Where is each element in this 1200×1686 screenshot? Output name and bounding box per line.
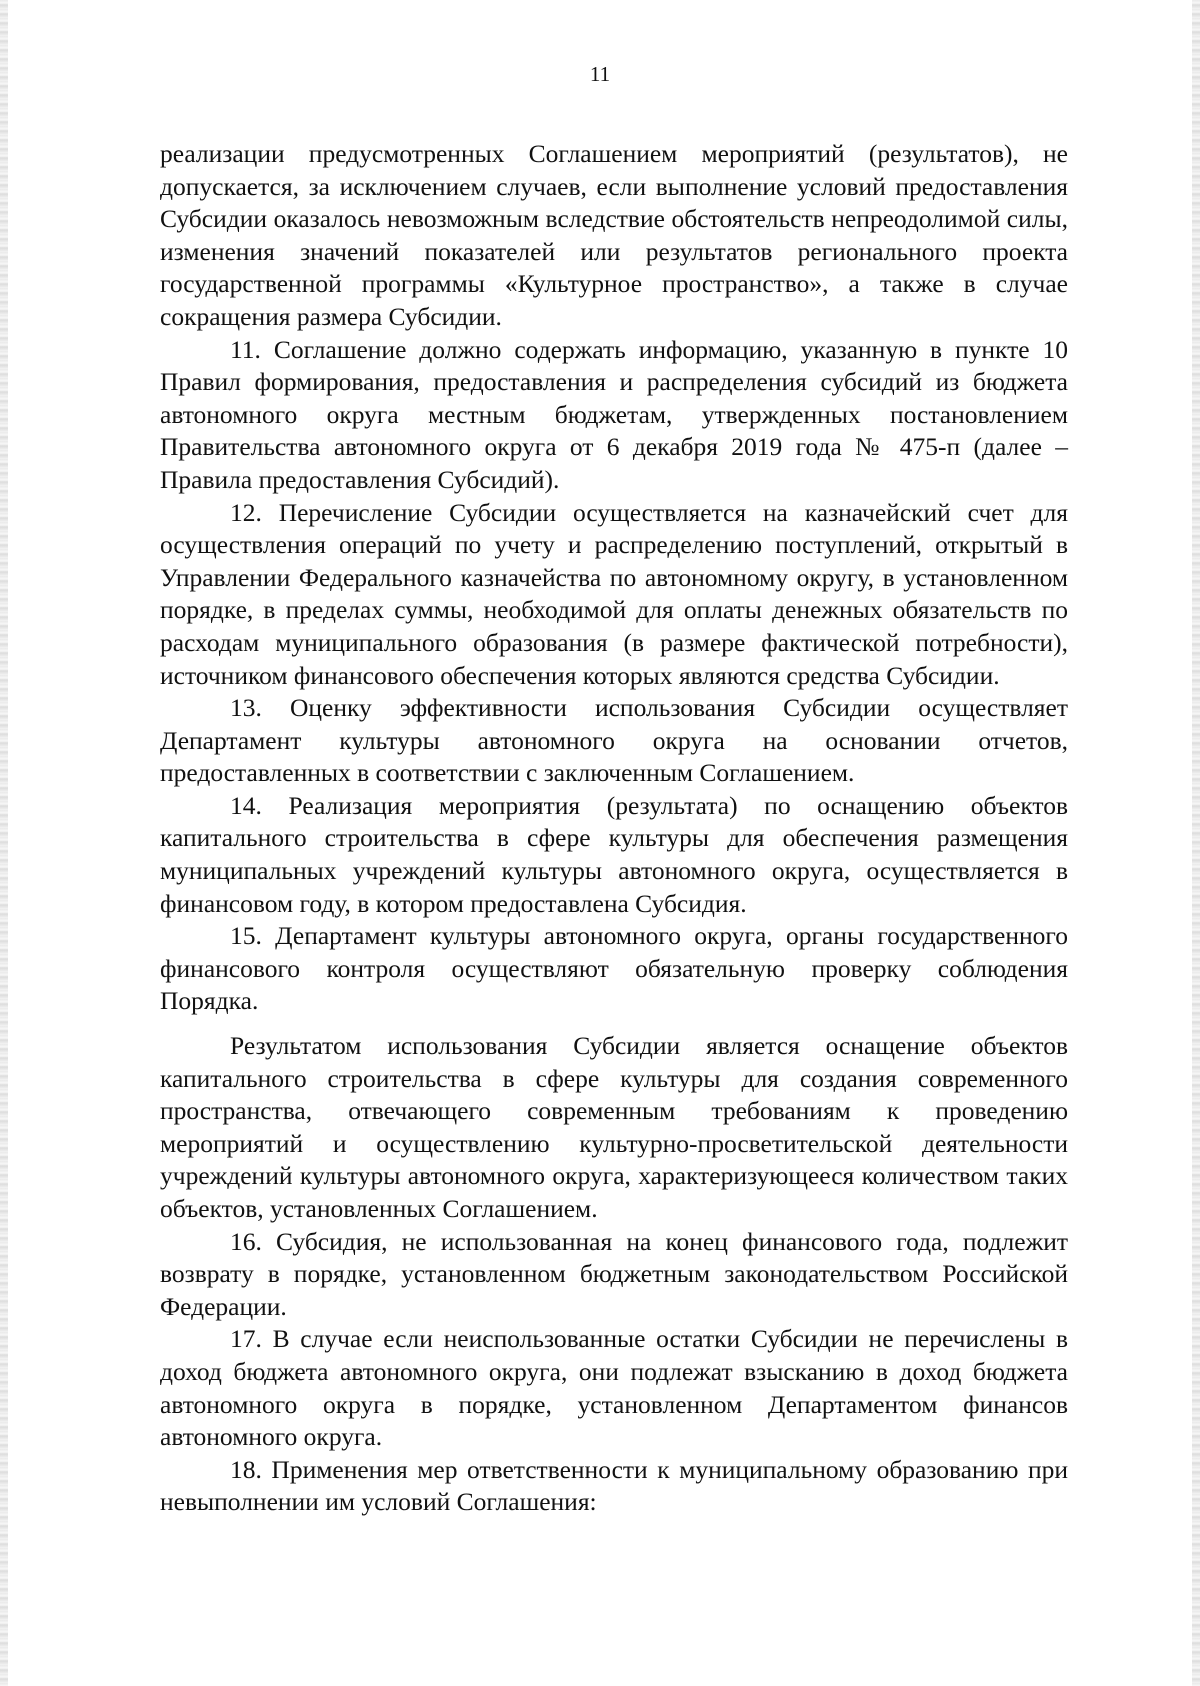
paragraph-item-18: 18. Применения мер ответственности к муниципальному образованию при невыполнении им условий Соглашения:: [160, 1454, 1068, 1517]
paragraph-result: Результатом использования Субсидии является оснащение объектов капитального строительства в сфере культуры для создания современного пространства, отвечающего современным требованиям к проведению мероприятий и осуществлению культурно-просветительской деятельности учреждений культуры автономного округа, характеризующееся количеством таких объектов, установленных Соглашением.: [160, 1031, 1068, 1223]
scan-edge-left: [0, 0, 8, 1686]
document-body: [160, 138, 1068, 1519]
paragraph-item-14: 14. Реализация мероприятия (результата) по оснащению объектов капитального строительства в сфере культуры для обеспечения размещения муниципальных учреждений культуры автономного округа, осуществляется в финансовом году, в котором предоставлена Субсидия.: [160, 790, 1068, 918]
paragraph-item-11: 11. Соглашение должно содержать информацию, указанную в пункте 10 Правил формирования, предоставления и распределения субсидий из бюджета автономного округа местным бюджетам, утвержденных постановлением Правительства автономного округа от 6 декабря 2019 года № 475-п (далее – Правила предоставления Субсидий).: [160, 334, 1068, 494]
scan-edge-right: [1192, 0, 1200, 1686]
paragraph-continuation: реализации предусмотренных Соглашением мероприятий (результатов), не допускается, за исключением случаев, если выполнение условий предоставления Субсидии оказалось невозможным вследствие обстоятельств непреодолимой силы, изменения значений показателей или результатов регионального проекта государственной программы «Культурное пространство», а также в случае сокращения размера Субсидии.: [160, 139, 1068, 331]
paragraph-item-15: 15. Департамент культуры автономного округа, органы государственного финансового контроля осуществляют обязательную проверку соблюдения Порядка.: [160, 921, 1068, 1016]
paragraph-item-12: 12. Перечисление Субсидии осуществляется на казначейский счет для осуществления операций по учету и распределению поступлений, открытый в Управлении Федерального казначейства по автономному округу, в установленном порядке, в пределах суммы, необходимой для оплаты денежных обязательств по расходам муниципального образования (в размере фактической потребности), источником финансового обеспечения которых являются средства Субсидии.: [160, 497, 1068, 690]
paragraph-item-16: 16. Субсидия, не использованная на конец финансового года, подлежит возврату в порядке, установленном бюджетным законодательством Российской Федерации.: [160, 1226, 1068, 1321]
page-number: 11: [589, 62, 611, 86]
paragraph-item-17: 17. В случае если неиспользованные остатки Субсидии не перечислены в доход бюджета автономного округа, они подлежат взысканию в доход бюджета автономного округа в порядке, установленном Департаментом финансов автономного округа.: [160, 1324, 1068, 1452]
paragraph-item-13: 13. Оценку эффективности использования Субсидии осуществляет Департамент культуры автономного округа на основании отчетов, предоставленных в соответствии с заключенным Соглашением.: [160, 693, 1068, 788]
